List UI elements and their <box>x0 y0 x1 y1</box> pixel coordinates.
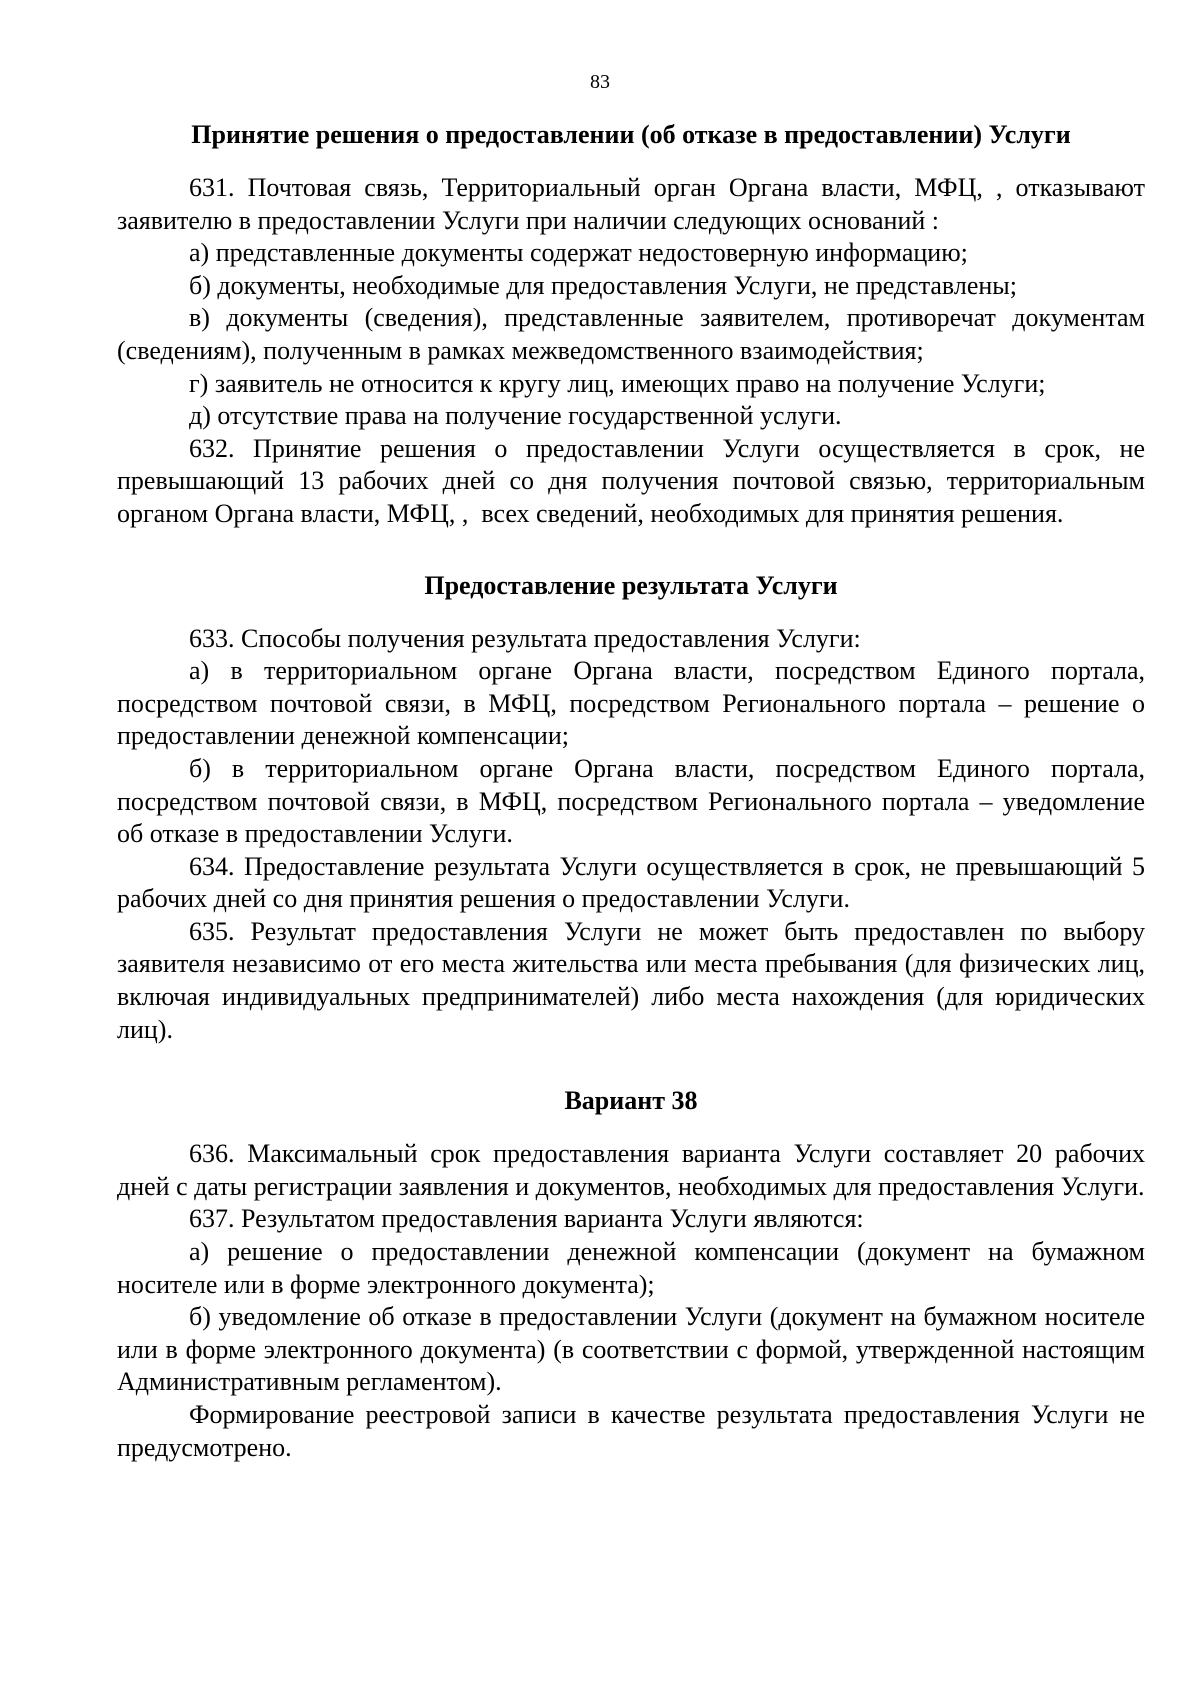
paragraph: 633. Способы получения результата предоставления Услуги: <box>189 623 861 653</box>
paragraph: а) решение о предоставлении денежной компенсации (документ на бумажном носителе или в форме электронного документа); <box>117 1237 1152 1299</box>
paragraph: а) представленные документы содержат недостоверную информацию; <box>189 238 968 268</box>
paragraph: 631. Почтовая связь, Территориальный орган Органа власти, МФЦ, , отказывают заявителю в предоставлении Услуги при наличии следующих оснований : <box>117 173 1152 235</box>
page-number: 83 <box>590 71 610 93</box>
paragraph: а) в территориальном органе Органа власти, посредством Единого портала, посредством почтовой связи, в МФЦ, посредством Регионального портала – решение о предоставлении денежной компенсации; <box>117 656 1152 751</box>
paragraph: д) отсутствие права на получение государственной услуги. <box>189 401 842 431</box>
document-body <box>117 118 1152 1464</box>
paragraph: в) документы (сведения), представленные заявителем, противоречат документам (сведениям), полученным в рамках межведомственного взаимодействия; <box>117 303 1152 365</box>
paragraph: г) заявитель не относится к кругу лиц, имеющих право на получение Услуги; <box>189 368 1046 398</box>
paragraph: б) уведомление об отказе в предоставлении Услуги (документ на бумажном носителе или в форме электронного документа) (в соответствии с формой, утвержденной настоящим Административным регламентом). <box>117 1302 1152 1397</box>
paragraph: 632. Принятие решения о предоставлении Услуги осуществляется в срок, не превышающий 13 рабочих дней со дня получения почтовой связью, территориальным органом Органа власти, МФЦ, , всех сведений, необходимых для принятия решения. <box>117 433 1152 528</box>
paragraph: 637. Результатом предоставления варианта Услуги являются: <box>189 1204 864 1234</box>
paragraph: Формирование реестровой записи в качестве результата предоставления Услуги не предусмотрено. <box>117 1400 1152 1462</box>
paragraph: 634. Предоставление результата Услуги осуществляется в срок, не превышающий 5 рабочих дней со дня принятия решения о предоставлении Услуги. <box>117 851 1152 914</box>
paragraph: 635. Результат предоставления Услуги не может быть предоставлен по выбору заявителя независимо от его места жительства или места пребывания (для физических лиц, включая индивидуальных предпринимателей) либо места нахождения (для юридических лиц). <box>117 916 1152 1044</box>
section-heading-result: Предоставление результата Услуги <box>424 570 838 600</box>
paragraph: б) в территориальном органе Органа власти, посредством Единого портала, посредством почтовой связи, в МФЦ, посредством Регионального портала – уведомление об отказе в предоставлении Услуги. <box>117 753 1152 849</box>
paragraph: 636. Максимальный срок предоставления варианта Услуги составляет 20 рабочих дней с даты регистрации заявления и документов, необходимых для предоставления Услуги. <box>117 1139 1152 1201</box>
paragraph: б) документы, необходимые для предоставления Услуги, не представлены; <box>189 270 1017 300</box>
section-heading-variant: Вариант 38 <box>564 1086 698 1116</box>
section-heading-decision: Принятие решения о предоставлении (об отказе в предоставлении) Услуги <box>191 120 1071 149</box>
